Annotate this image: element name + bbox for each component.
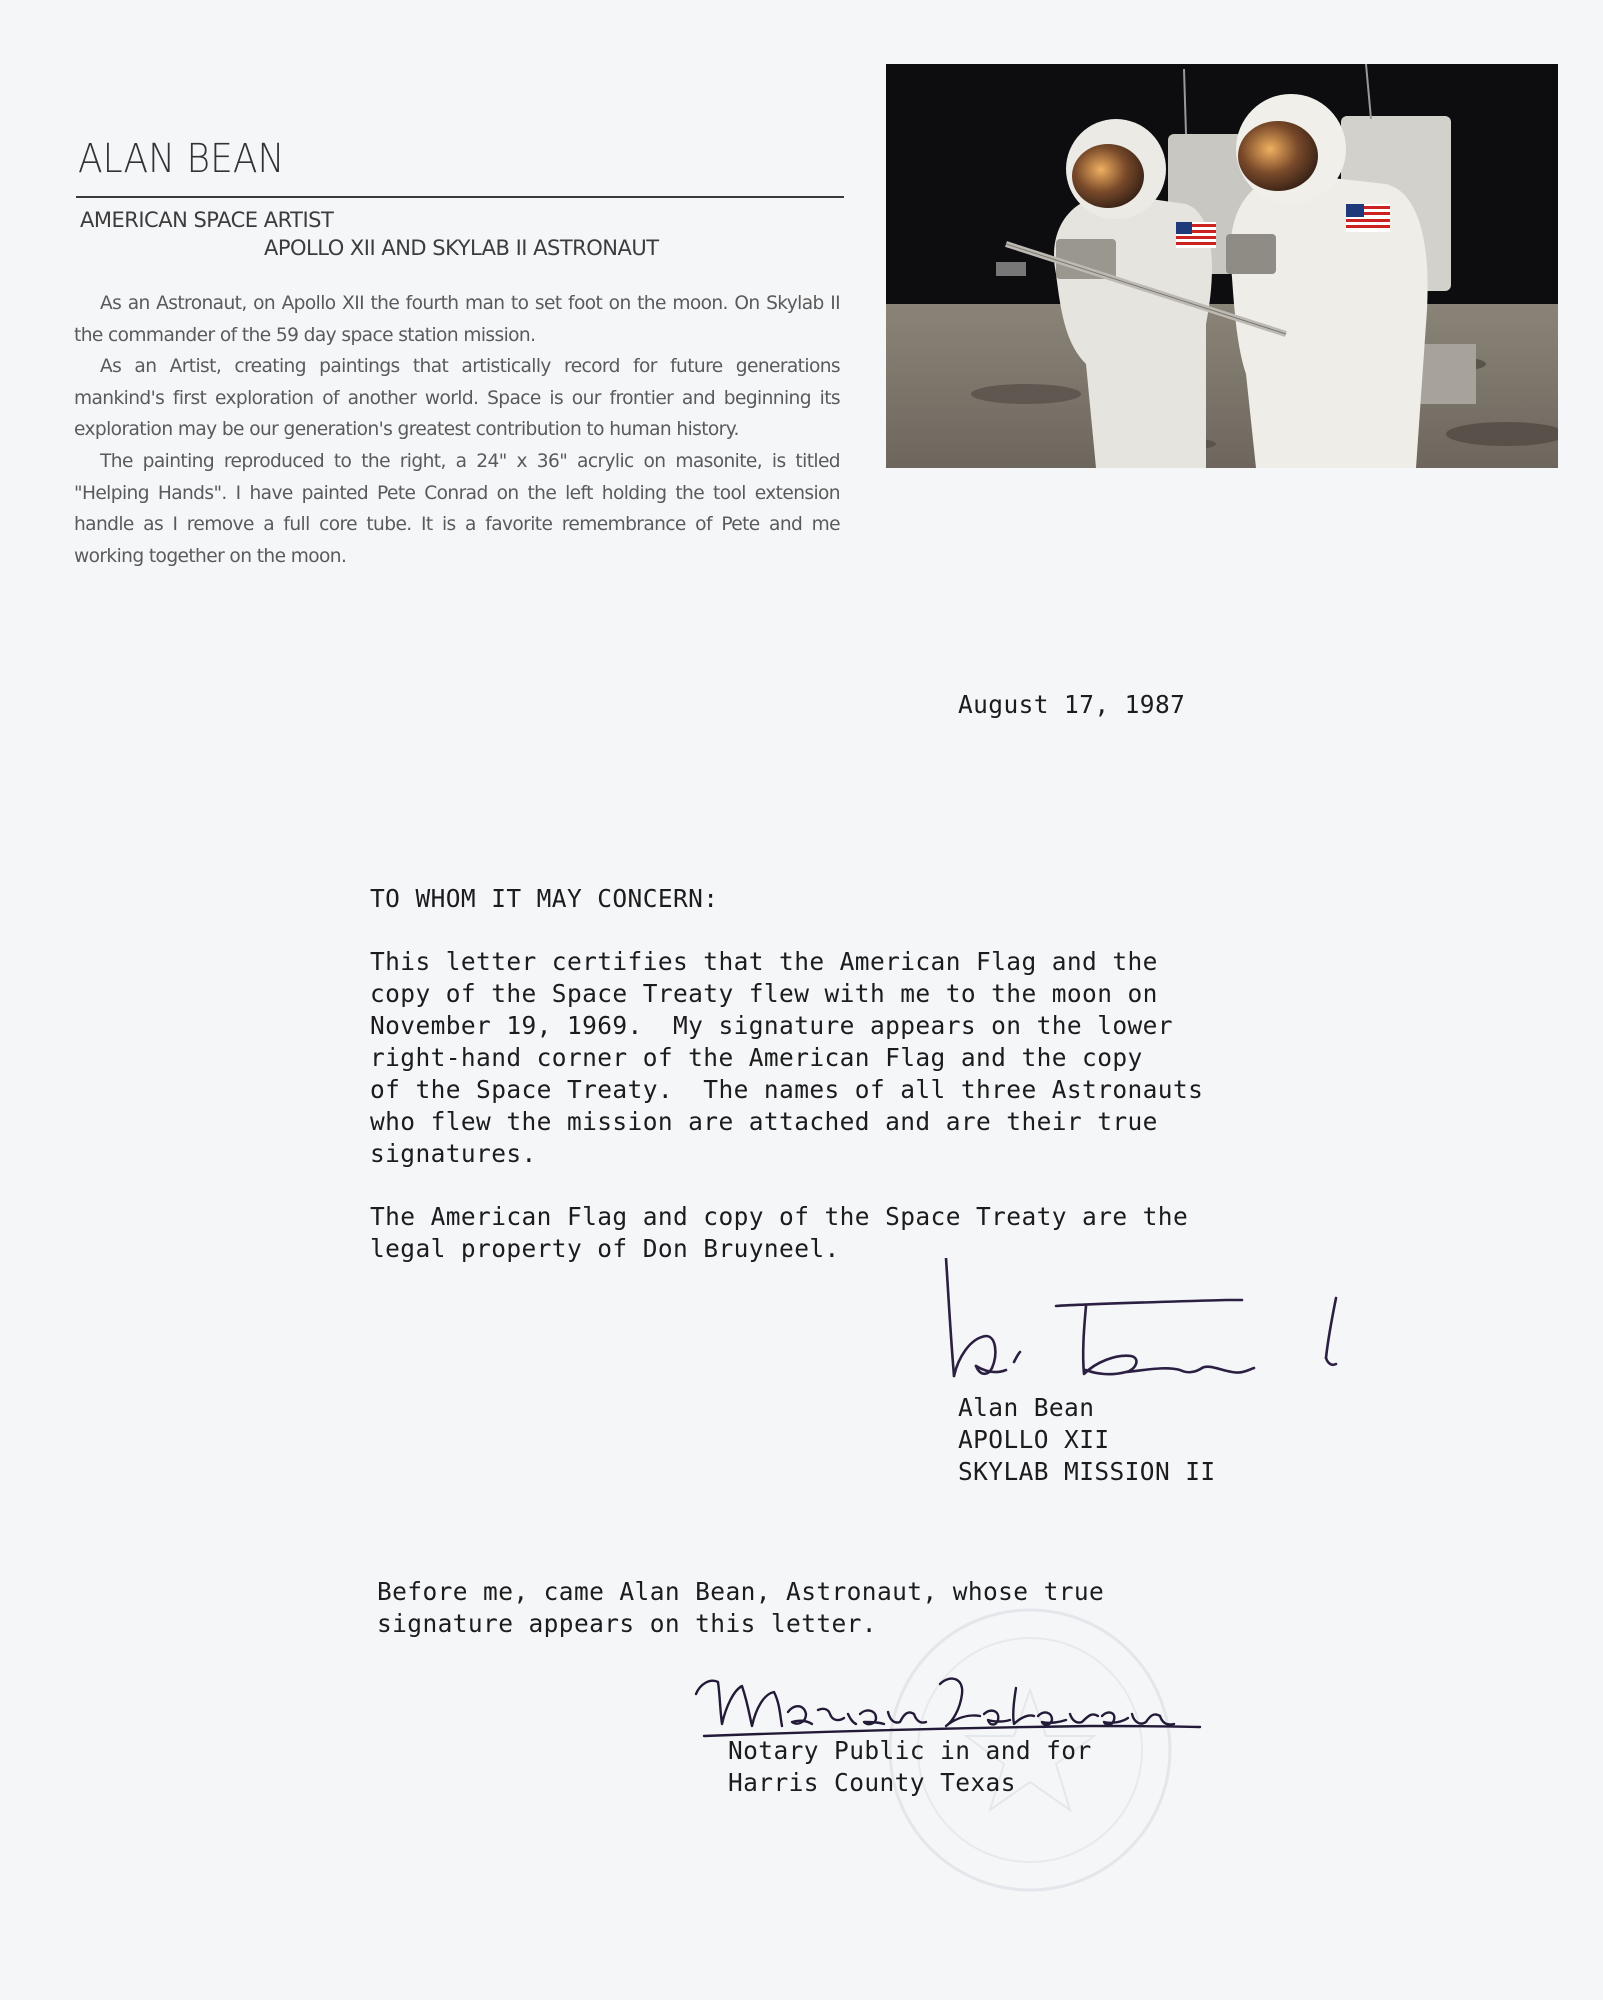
letterhead-title-line1: AMERICAN SPACE ARTIST xyxy=(80,208,334,232)
bio-paragraph-painting: The painting reproduced to the right, a 24" x 36" acrylic on masonite, is titled "Helping Hands". I have painted Pete Conrad on the left holding the tool extension handle as I remove a full core tube. It is a favorite remembrance of Pete and me working together on the moon. xyxy=(74,450,840,567)
notary-title: Notary Public in and for Harris County Texas xyxy=(728,1736,1092,1797)
letter-paragraph-1: This letter certifies that the American Flag and the copy of the Space Treaty flew with me to the moon on November 19, 1969. My signature appears on the lower right-hand corner of the American Flag and the copy of the Space Treaty. The names of all three Astronauts who flew the mission are attached and are their true signatures. xyxy=(370,947,1204,1168)
letter-signature-block: Alan Bean APOLLO XII SKYLAB MISSION II xyxy=(958,1393,1216,1486)
letterhead-title-line2: APOLLO XII AND SKYLAB II ASTRONAUT xyxy=(264,236,659,260)
letterhead-bio xyxy=(74,288,840,572)
bio-paragraph-artist: As an Artist, creating paintings that artistically record for future generations mankind's first exploration of another world. Space is our frontier and beginning its exploration may be our generation's greatest contribution to human history. xyxy=(74,356,840,441)
astronauts-on-moon-painting xyxy=(886,64,1558,468)
letterhead-rule xyxy=(76,196,844,198)
notary-statement: Before me, came Alan Bean, Astronaut, whose true signature appears on this letter. xyxy=(377,1577,1105,1638)
bio-paragraph-astronaut: As an Astronaut, on Apollo XII the fourth man to set foot on the moon. On Skylab II the commander of the 59 day space station mission. xyxy=(74,293,840,346)
letter-salutation: TO WHOM IT MAY CONCERN: xyxy=(370,884,719,913)
letter-paragraph-2: The American Flag and copy of the Space Treaty are the legal property of Don Bruyneel. xyxy=(370,1202,1189,1263)
letter-date: August 17, 1987 xyxy=(958,690,1186,719)
letterhead-name: ALAN BEAN xyxy=(78,136,285,182)
alan-bean-signature xyxy=(936,1258,1356,1398)
